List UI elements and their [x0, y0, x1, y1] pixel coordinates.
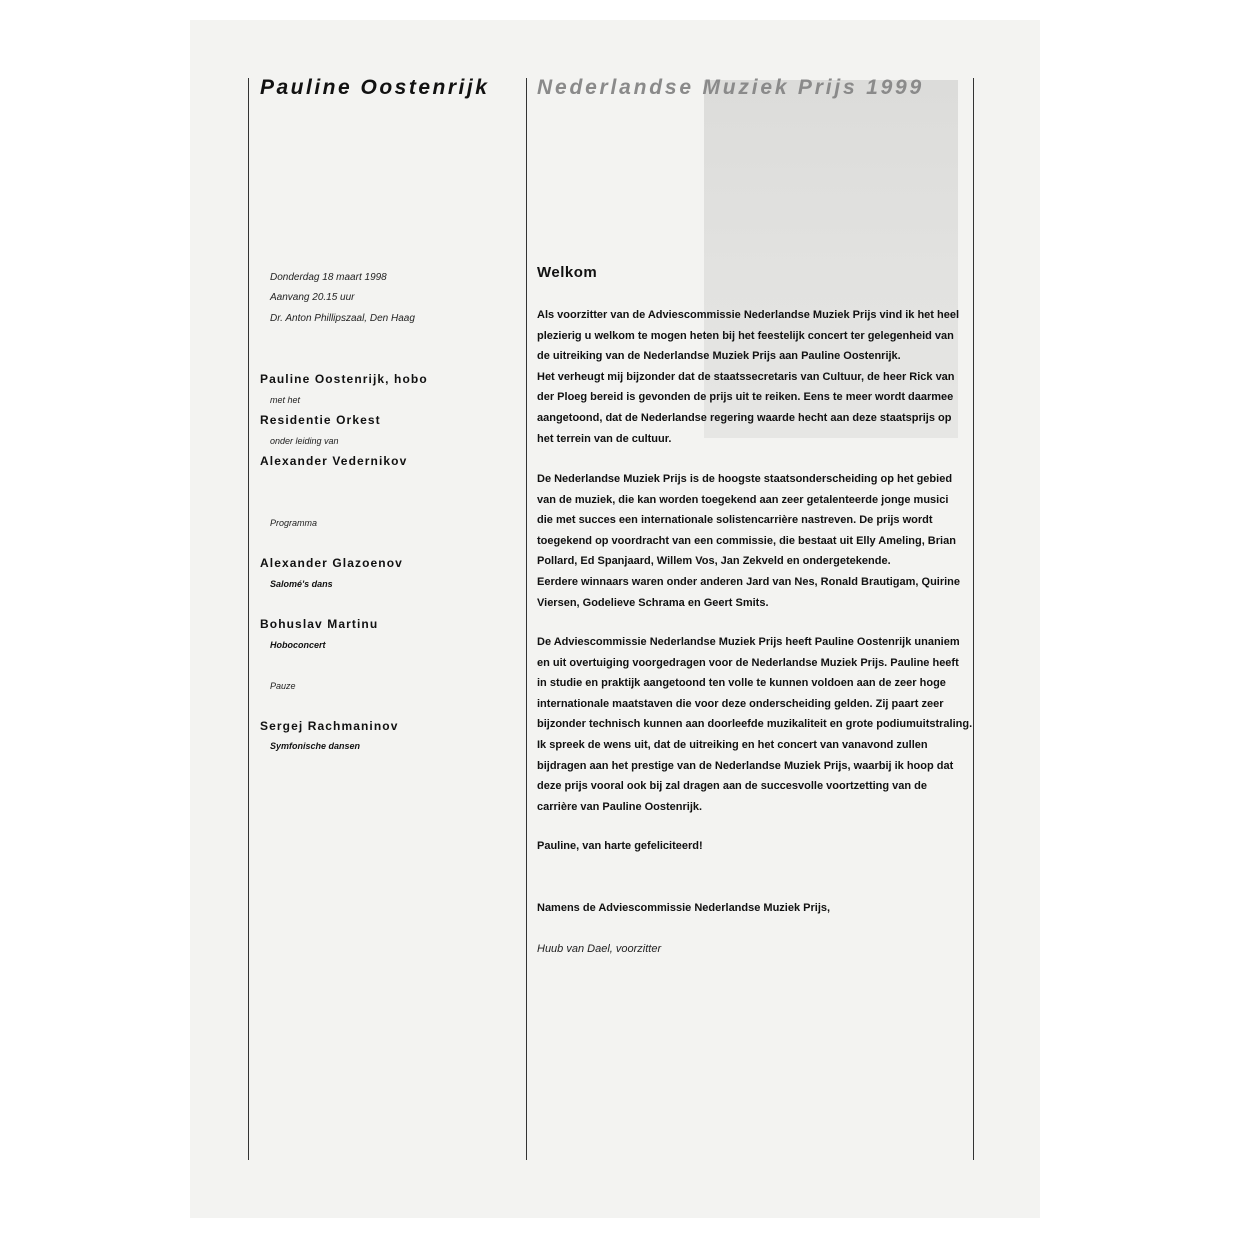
letter-line: deze prijs vooral ook bij zal dragen aan de succesvolle voortzetting van de	[537, 780, 928, 793]
letter-line: Eerdere winnaars waren onder anderen Jard van Nes, Ronald Brautigam, Quirine	[537, 575, 961, 588]
letter-heading: Welkom	[537, 264, 598, 281]
program-composer: Bohuslav Martinu	[260, 617, 379, 631]
letter-line: Ik spreek de wens uit, dat de uitreiking en het concert van vanavond zullen	[537, 738, 928, 751]
letter-line: der Ploeg bereid is gevonden de prijs uit te reiken. Eens te meer wordt daarmee	[537, 391, 954, 404]
program-work: Symfonische dansen	[270, 741, 361, 751]
led-by-label: onder leiding van	[270, 436, 339, 446]
program-work: Salomé's dans	[270, 579, 333, 589]
letter-line: bijdragen aan het prestige van de Nederlandse Muziek Prijs, waarbij ik hoop dat	[537, 759, 954, 772]
letter-paragraph-1	[537, 305, 960, 449]
program-composer: Sergej Rachmaninov	[260, 719, 399, 733]
letter-signature: Huub van Dael, voorzitter	[537, 943, 662, 955]
letter-line: en uit overtuiging voorgedragen voor de Nederlandse Muziek Prijs. Pauline heeft	[537, 656, 959, 669]
program-work: Hoboconcert	[270, 640, 326, 650]
column-rule-middle	[526, 78, 527, 1160]
letter-line: bijzonder technisch kunnen aan doorleefde muzikaliteit en grote podiumuitstraling.	[537, 718, 973, 731]
letter-line: van de muziek, die kan worden toegekend aan zeer getalenteerde jonge musici	[537, 493, 949, 506]
letter-line: in studie en praktijk aangetoond ten volle te kunnen voldoen aan de zeer hoge	[537, 677, 946, 690]
header-name: Pauline Oostenrijk	[260, 76, 490, 99]
letter-line: de uitreiking van de Nederlandse Muziek Prijs aan Pauline Oostenrijk.	[537, 350, 901, 363]
program-pause: Pauze	[270, 681, 296, 691]
letter-line: het terrein van de cultuur.	[537, 432, 672, 445]
event-venue: Dr. Anton Phillipszaal, Den Haag	[270, 313, 415, 324]
soloist: Pauline Oostenrijk, hobo	[260, 372, 428, 386]
event-date: Donderdag 18 maart 1998	[270, 272, 387, 283]
letter-line: toegekend op voordracht van een commissie, die bestaat uit Elly Ameling, Brian	[537, 534, 956, 547]
letter-line: Als voorzitter van de Adviescommissie Nederlandse Muziek Prijs vind ik het heel	[537, 309, 960, 321]
with-label: met het	[270, 395, 301, 405]
letter-line: Het verheugt mij bijzonder dat de staatssecretaris van Cultuur, de heer Rick van	[537, 370, 955, 383]
letter-closing: Namens de Adviescommissie Nederlandse Muziek Prijs,	[537, 902, 831, 914]
column-rule-right	[973, 78, 974, 1160]
letter-line: aangetoond, dat de Nederlandse regering waarde hecht aan deze staatsprijs op	[537, 411, 952, 424]
letter-line: plezierig u welkom te mogen heten bij het feestelijk concert ter gelegenheid van	[537, 329, 954, 342]
letter-line: De Nederlandse Muziek Prijs is de hoogste staatsonderscheiding op het gebied	[537, 473, 953, 485]
column-rule-left	[248, 78, 249, 1160]
letter-line: Viersen, Godelieve Schrama en Geert Smits.	[537, 596, 769, 609]
letter-line: De Adviescommissie Nederlandse Muziek Prijs heeft Pauline Oostenrijk unaniem	[537, 636, 960, 648]
conductor: Alexander Vedernikov	[260, 454, 408, 468]
letter-line: die met succes een internationale solistencarrière nastreven. De prijs wordt	[537, 514, 933, 527]
header-prize: Nederlandse Muziek Prijs 1999	[537, 76, 925, 99]
program-composer: Alexander Glazoenov	[260, 556, 403, 570]
orchestra: Residentie Orkest	[260, 413, 381, 427]
letter-line: internationale maatstaven die voor deze onderscheiding gelden. Zij paart zeer	[537, 697, 944, 710]
letter-paragraph-3	[537, 632, 973, 817]
letter-congrats: Pauline, van harte gefeliciteerd!	[537, 840, 703, 852]
program-label: Programma	[270, 518, 318, 528]
event-start: Aanvang 20.15 uur	[270, 292, 355, 303]
letter-line: carrière van Pauline Oostenrijk.	[537, 800, 703, 813]
letter-line: Pollard, Ed Spanjaard, Willem Vos, Jan Zekveld en ondergetekende.	[537, 555, 891, 568]
letter-paragraph-2	[537, 469, 961, 613]
